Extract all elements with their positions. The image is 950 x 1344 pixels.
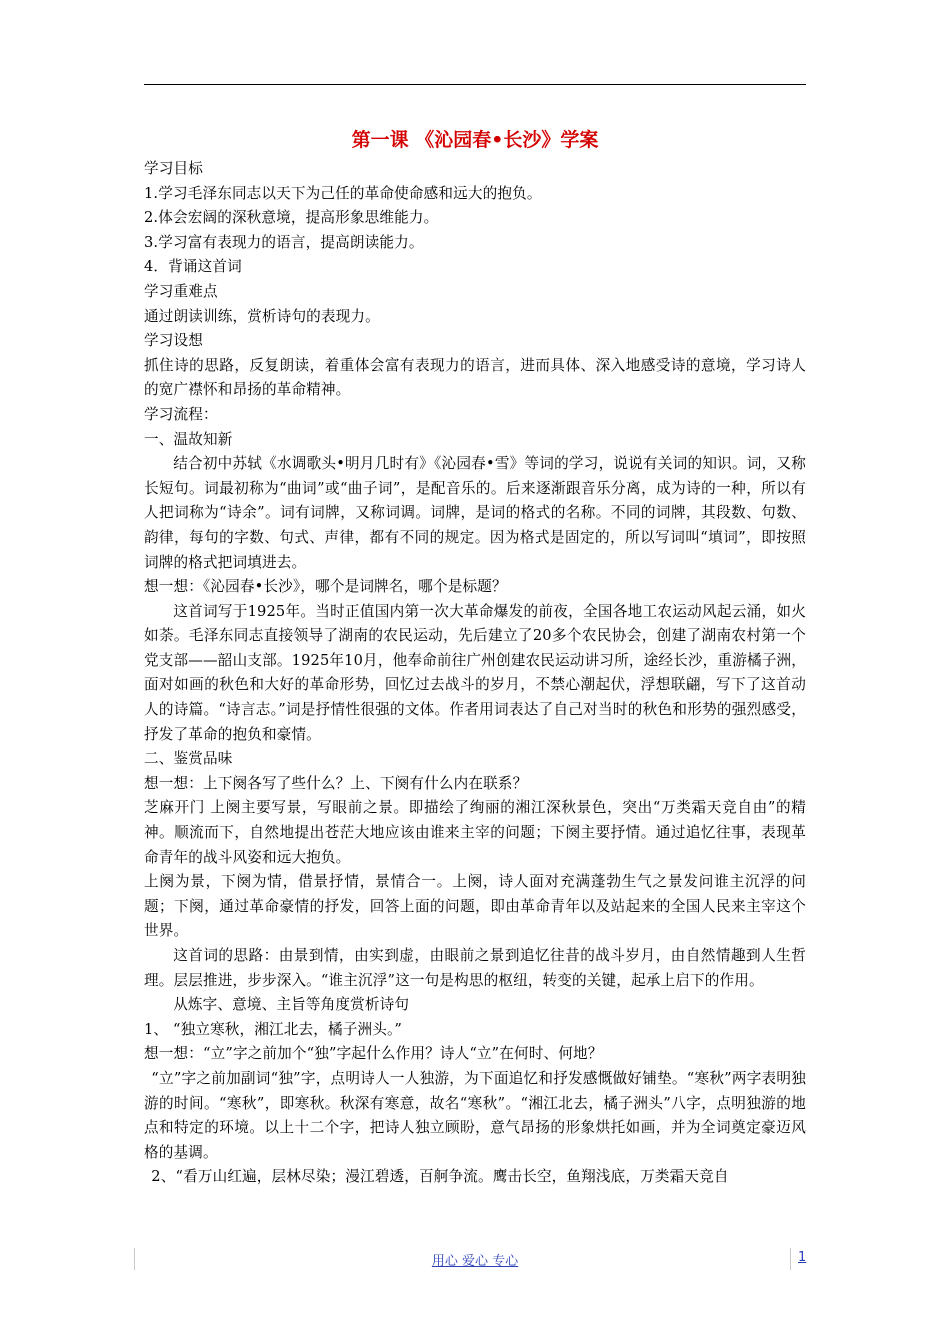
document-body	[144, 128, 806, 1190]
line-1-quote: 1、 “独立寒秋，湘江北去，橘子洲头。”	[144, 1020, 403, 1038]
objective-4: 4．背诵这首词	[144, 258, 242, 276]
plan-text: 抓住诗的思路，反复朗读，着重体会富有表现力的语言，进而具体、深入地感受诗的意境，学习诗人的宽广襟怀和昂扬的革命精神。	[144, 356, 806, 399]
question-stanzas: 想一想：上下阕各写了些什么？上、下阕有什么内在联系？	[144, 774, 528, 792]
answer-stanzas: 芝麻开门 上阕主要写景，写眼前之景。即描绘了绚丽的湘江深秋景色，突出“万类霜天竞自由”的精神。顺流而下，自然地提出苍茫大地应该由谁来主宰的问题；下阕主要抒情。通过追忆往事，表现革命青年的战斗风姿和远大抱负。	[144, 799, 806, 866]
background-paragraph: 这首词写于1925年。当时正值国内第一次大革命爆发的前夜，全国各地工农运动风起云涌，如火如荼。毛泽东同志直接领导了湖南的农民运动，先后建立了20多个农民协会，创建了湖南农村第一个党支部——韶山支部。1925年10月，他奉命前往广州创建农民运动讲习所，途经长沙，重游橘子洲，面对如画的秋色和大好的革命形势，回忆过去战斗的岁月，不禁心潮起伏，浮想联翩，写下了这首动人的诗篇。“诗言志。”词是抒情性很强的文体。作者用词表达了自己对当时的秋色和形势的强烈感受，抒发了革命的抱负和豪情。	[144, 602, 806, 743]
stanza-relation-paragraph: 上阕为景，下阕为情，借景抒情，景情合一。上阕，诗人面对充满蓬勃生气之景发问谁主沉浮的问题；下阕，通过革命豪情的抒发，回答上面的问题，即由革命青年以及站起来的全国人民来主宰这个世界。	[144, 873, 806, 940]
section-appreciation: 二、鉴赏品味	[144, 750, 233, 768]
ci-knowledge-paragraph: 结合初中苏轼《水调歌头•明月几时有》《沁园春•雪》等词的学习，说说有关词的知识。词，又称长短句。词最初称为“曲词”或“曲子词”，是配音乐的。后来逐渐跟音乐分离，成为诗的一种，所以有人把词称为“诗余”。词有词牌，又称词调。词牌，是词的格式的名称。不同的词牌，其段数、句数、韵律，每句的字数、句式、声律，都有不同的规定。因为格式是固定的，所以写词叫“填词”，即按照词牌的格式把词填进去。	[144, 455, 806, 571]
section-review: 一、温故知新	[144, 430, 233, 448]
footer-slogan: 用心 爱心 专心	[431, 1254, 519, 1269]
analysis-intro: 从炼字、意境、主旨等角度赏析诗句	[173, 996, 410, 1014]
page-footer	[0, 1242, 950, 1282]
structure-paragraph: 这首词的思路：由景到情，由实到虚，由眼前之景到追忆往昔的战斗岁月，由自然情趣到人生哲理。层层推进，步步深入。“谁主沉浮”这一句是构思的枢纽，转变的关键，起承上启下的作用。	[144, 947, 806, 989]
page-title: 第一课 《沁园春•长沙》学案	[351, 129, 599, 151]
heading-plan: 学习设想	[144, 332, 203, 350]
heading-key-points: 学习重难点	[144, 282, 218, 300]
page-number: 1	[798, 1250, 807, 1265]
objective-1: 1.学习毛泽东同志以天下为己任的革命使命感和远大的抱负。	[144, 184, 542, 202]
line-2-quote: 2、“看万山红遍，层林尽染；漫江碧透，百舸争流。鹰击长空，鱼翔浅底，万类霜天竞自	[151, 1168, 729, 1186]
question-title: 想一想：《沁园春•长沙》，哪个是词牌名，哪个是标题？	[144, 578, 507, 596]
heading-process: 学习流程：	[144, 405, 218, 423]
key-points-text: 通过朗读训练，赏析诗句的表现力。	[144, 307, 380, 325]
heading-objectives: 学习目标	[144, 160, 203, 177]
objective-2: 2.体会宏阔的深秋意境，提高形象思维能力。	[144, 209, 439, 227]
header-rule	[144, 84, 806, 85]
objective-3: 3.学习富有表现力的语言，提高朗读能力。	[144, 233, 424, 251]
question-line-1: 想一想：“立”字之前加个“独”字起什么作用？诗人“立”在何时、何地？	[144, 1045, 603, 1063]
answer-line-1: “立”字之前加副词“独”字，点明诗人一人独游，为下面追忆和抒发感慨做好铺垫。“寒秋”两字表明独游的时间。“寒秋”，即寒秋。秋深有寒意，故名“寒秋”。“湘江北去，橘子洲头”八字，点明独游的地点和特定的环境。以上十二个字，把诗人独立顾盼，意气昂扬的形象烘托如画，并为全词奠定豪迈风格的基调。	[144, 1069, 806, 1161]
